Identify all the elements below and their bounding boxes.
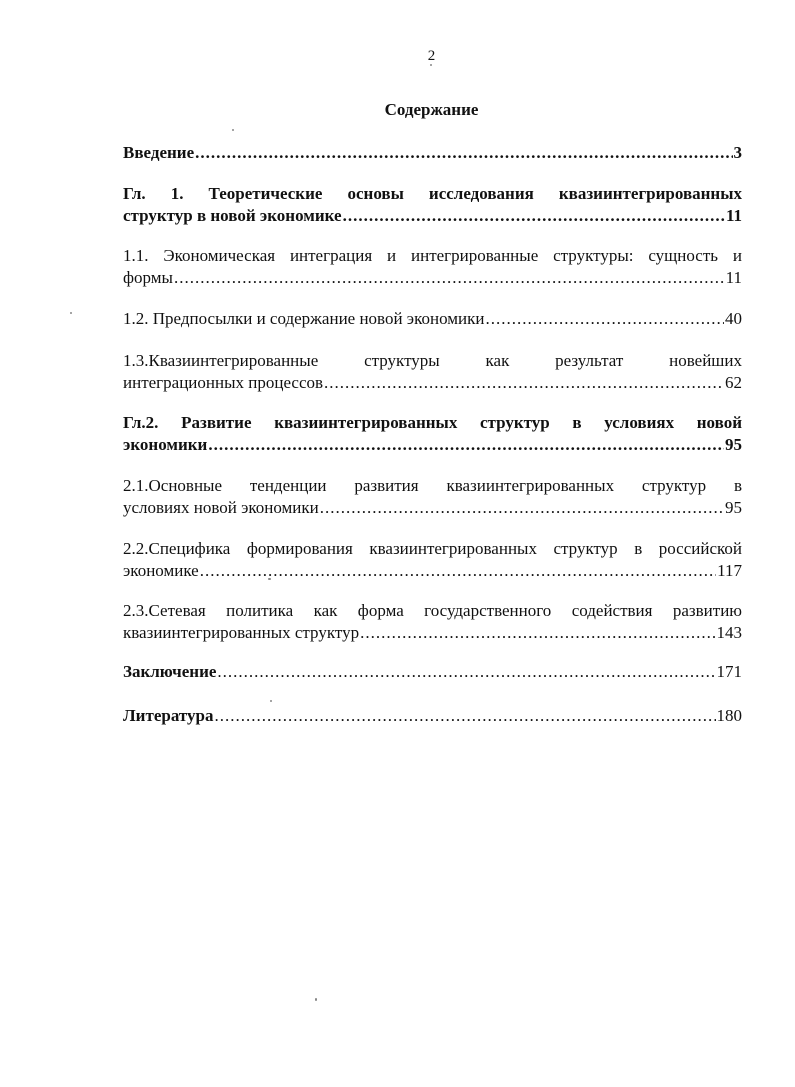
toc-entry-text: 2.1.Основные тенденции развития квазиинтегрированных структур в: [123, 476, 742, 495]
dot-leader: [217, 661, 715, 683]
dot-leader: [214, 705, 715, 727]
page-number: 2: [427, 48, 436, 64]
toc-entry-text: 1.2. Предпосылки и содержание новой экономики: [123, 309, 485, 328]
toc-entry-introduction[interactable]: [123, 142, 742, 164]
toc-entry-section-2-2[interactable]: [123, 538, 742, 582]
scan-speck: [268, 578, 271, 580]
dot-leader: [208, 434, 724, 456]
dot-leader: [174, 267, 725, 289]
toc-page-number: 143: [716, 623, 742, 642]
toc-title: Содержание: [384, 100, 479, 119]
toc-entry-text: структур в новой экономике: [123, 206, 342, 225]
toc-entry-text: 2.3.Сетевая политика как форма государственного содействия развитию: [123, 601, 742, 620]
dot-leader: [343, 205, 725, 227]
toc-entry-text: 1.3.Квазиинтегрированные структуры как результат новейших: [123, 351, 742, 370]
toc-entry-text: интеграционных процессов: [123, 373, 324, 392]
toc-page-number: 171: [716, 662, 742, 681]
toc-page-number: 95: [725, 435, 742, 454]
scan-speck: [70, 312, 72, 314]
toc-entry-section-2-3[interactable]: [123, 600, 742, 644]
toc-entry-section-1-3[interactable]: [123, 350, 742, 394]
toc-page-number: 3: [733, 143, 742, 162]
dot-leader: [486, 308, 725, 330]
toc-entry-text: Введение: [123, 143, 195, 162]
toc-entry-text: квазиинтегрированных структур: [123, 623, 360, 642]
toc-page-number: 11: [725, 206, 742, 225]
toc-page-number: 117: [717, 561, 742, 580]
scan-speck: [315, 998, 317, 1001]
scan-speck: [232, 129, 234, 131]
dot-leader: [200, 560, 716, 582]
toc-entry-conclusion[interactable]: [123, 661, 742, 683]
toc-entry-section-2-1[interactable]: [123, 475, 742, 519]
toc-page-number: 180: [716, 706, 742, 725]
scan-speck: [430, 64, 432, 66]
toc-entry-text: формы: [123, 268, 173, 287]
toc-entry-text: Литература: [123, 706, 214, 725]
toc-page-number: 62: [725, 373, 742, 392]
dot-leader: [360, 622, 715, 644]
toc-entry-section-1-2[interactable]: [123, 308, 742, 330]
toc-entry-section-1-1[interactable]: [123, 245, 742, 289]
toc-page-number: 95: [725, 498, 742, 517]
toc-page-number: 11: [725, 268, 742, 287]
toc-entry-chapter-1[interactable]: [123, 183, 742, 227]
toc-entry-literature[interactable]: [123, 705, 742, 727]
toc-page-number: 40: [725, 309, 742, 328]
toc-entry-text: условиях новой экономики: [123, 498, 319, 517]
toc-entry-text: экономике: [123, 561, 199, 580]
scan-speck: [270, 700, 272, 702]
toc-entry-text: Гл.2. Развитие квазиинтегрированных структур в условиях новой: [123, 413, 742, 432]
toc-entry-text: Гл. 1. Теоретические основы исследования квазиинтегрированных: [123, 184, 742, 203]
toc-entry-chapter-2[interactable]: [123, 412, 742, 456]
toc-entry-text: 2.2.Специфика формирования квазиинтегрированных структур в российской: [123, 539, 742, 558]
dot-leader: [195, 142, 732, 164]
dot-leader: [320, 497, 724, 519]
dot-leader: [324, 372, 724, 394]
toc-entry-text: Заключение: [123, 662, 217, 681]
toc-entry-justified-line: [123, 183, 742, 205]
toc-entry-text: экономики: [123, 435, 208, 454]
toc-entry-text: 1.1. Экономическая интеграция и интегрированные структуры: сущность и: [123, 246, 742, 265]
